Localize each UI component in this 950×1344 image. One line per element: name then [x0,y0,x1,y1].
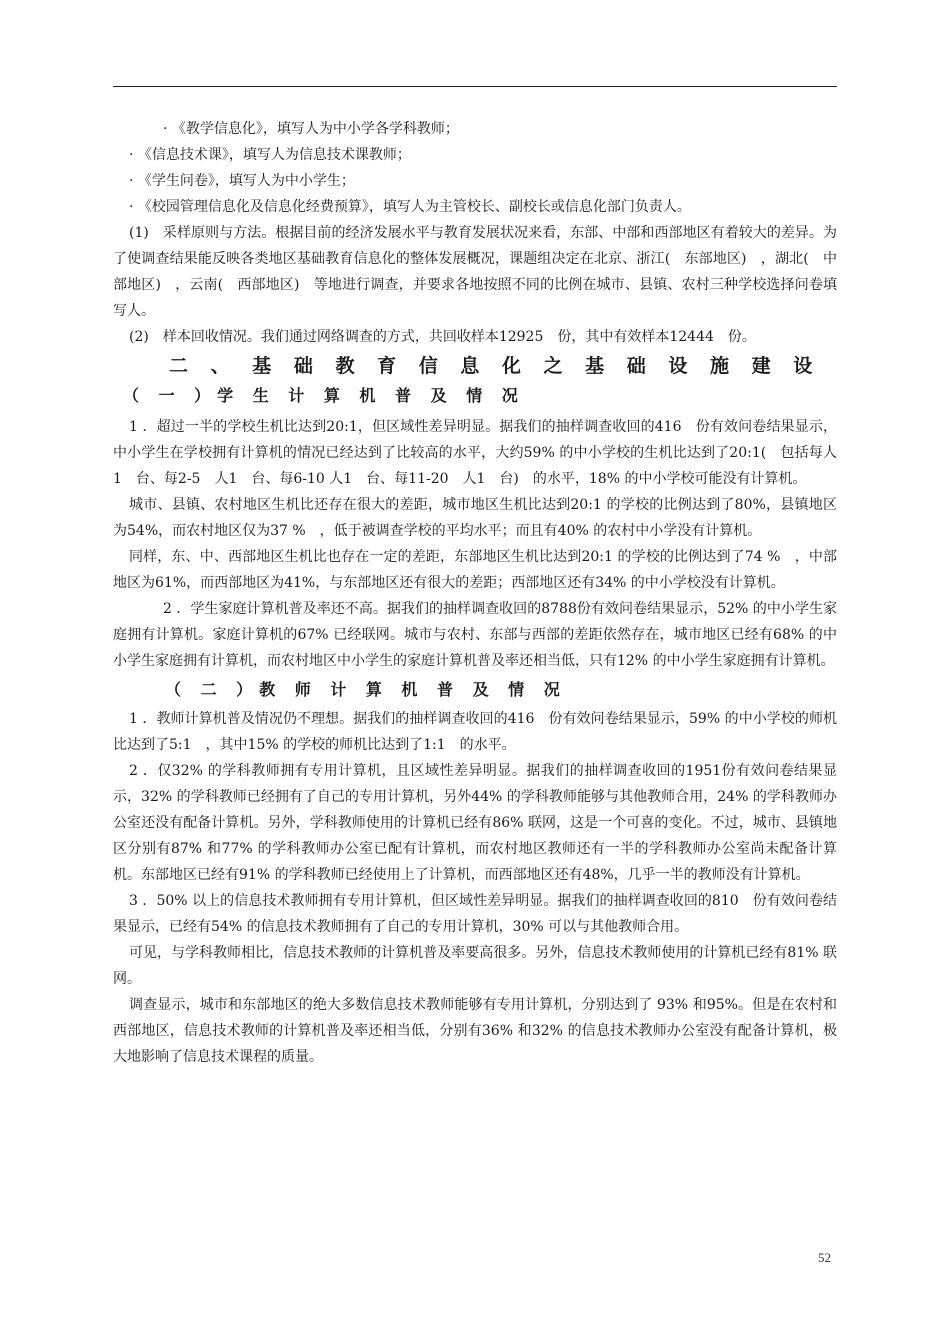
header-rule [113,86,837,87]
bullet-item: · 《校园管理信息化及信息化经费预算》，填写人为主管校长、副校长或信息化部门负责人。 [129,199,691,215]
bullet-item: · 《学生问卷》，填写人为中小学生； [129,173,355,189]
paragraph-recovery: (2) 样本回收情况。我们通过网络调查的方式，共回收样本12925 份，其中有效样本12444 份。 [129,329,756,345]
paragraph: 2 ．仅32% 的学科教师拥有专用计算机，且区域性差异明显。据我们的抽样调查收回的1951份有效问卷结果显示，32% 的学科教师已经拥有了自己的专用计算机，另外44% 的学科教师能够与其他教师合用，24% 的学科教师办公室还没有配备计算机。另外，学科教师使用的计算机已经有86% 联网，这是一个可喜的变化。不过，城市、县镇地区分别有87% 和77% 的学科教师办公室已配有计算机，而农村地区教师还有一半的学科教师办公室尚未配备计算机。东部地区已经有91% 的学科教师已经使用上了计算机，而西部地区还有48%，几乎一半的教师没有计算机。 [113,763,837,883]
document-body [113,116,837,1070]
subsection-title-students: （ 一 ）学 生 计 算 机 普 及 情 况 [123,386,525,405]
page-number: 52 [818,1250,831,1265]
section-title: 二 、 基 础 教 育 信 息 化 之 基 础 设 施 建 设 [169,355,821,377]
paragraph: 1 ．教师计算机普及情况仍不理想。据我们的抽样调查收回的416 份有效问卷结果显示，59% 的中小学校的师机比达到了5:1 ，其中15% 的学校的师机比达到了1:1 的水平。 [113,711,837,753]
bullet-item: · 《信息技术课》，填写人为信息技术课教师； [129,147,411,163]
subsection-title-teachers: （ 二 ）教 师 计 算 机 普 及 情 况 [165,680,567,699]
paragraph: 2 ．学生家庭计算机普及率还不高。据我们的抽样调查收回的8788份有效问卷结果显示，52% 的中小学生家庭拥有计算机。家庭计算机的67% 已经联网。城市与农村、东部与西部的差距依然存在，城市地区已经有68% 的中小学生家庭拥有计算机，而农村地区中小学生的家庭计算机普及率还相当低，只有12% 的中小学生家庭拥有计算机。 [113,601,837,669]
paragraph: 调查显示，城市和东部地区的绝大多数信息技术教师能够有专用计算机，分别达到了 93% 和95%。但是在农村和西部地区，信息技术教师的计算机普及率还相当低，分别有36% 和32% 的信息技术教师办公室没有配备计算机，极大地影响了信息技术课程的质量。 [113,997,837,1065]
paragraph: 3 ．50% 以上的信息技术教师拥有专用计算机，但区域性差异明显。据我们的抽样调查收回的810 份有效问卷结果显示，已经有54% 的信息技术教师拥有了自己的专用计算机，30% 可以与其他教师合用。 [113,893,837,935]
paragraph: 1 ．超过一半的学校生机比达到20:1，但区域性差异明显。据我们的抽样调查收回的416 份有效问卷结果显示，中小学生在学校拥有计算机的情况已经达到了比较高的水平，大约59% 的中小学校的生机比达到了20:1( 包括每人1 台、每2-5 人1 台、每6-10 人1 台、每11-20 人1 台) 的水平，18% 的中小学校可能没有计算机。 [113,419,837,487]
paragraph: 可见，与学科教师相比，信息技术教师的计算机普及率要高很多。另外，信息技术教师使用的计算机已经有81% 联网。 [113,945,837,987]
paragraph: 城市、县镇、农村地区生机比还存在很大的差距，城市地区生机比达到20:1 的学校的比例达到了80%，县镇地区为54%，而农村地区仅为37 % ，低于被调查学校的平均水平；而且有40% 的农村中小学没有计算机。 [113,497,837,539]
paragraph-sampling: (1) 采样原则与方法。根据目前的经济发展水平与教育发展状况来看，东部、中部和西部地区有着较大的差异。为了使调查结果能反映各类地区基础教育信息化的整体发展概况，课题组决定在北京、浙江( 东部地区) ，湖北( 中部地区) ，云南( 西部地区) 等地进行调查，并要求各地按照不同的比例在城市、县镇、农村三种学校选择问卷填写人。 [113,225,837,319]
paragraph: 同样，东、中、西部地区生机比也存在一定的差距，东部地区生机比达到20:1 的学校的比例达到了74 % ，中部地区为61%，而西部地区为41%，与东部地区还有很大的差距；西部地区还有34% 的中小学校没有计算机。 [113,549,837,591]
bullet-item: · 《教学信息化》，填写人为中小学各学科教师； [163,121,459,137]
